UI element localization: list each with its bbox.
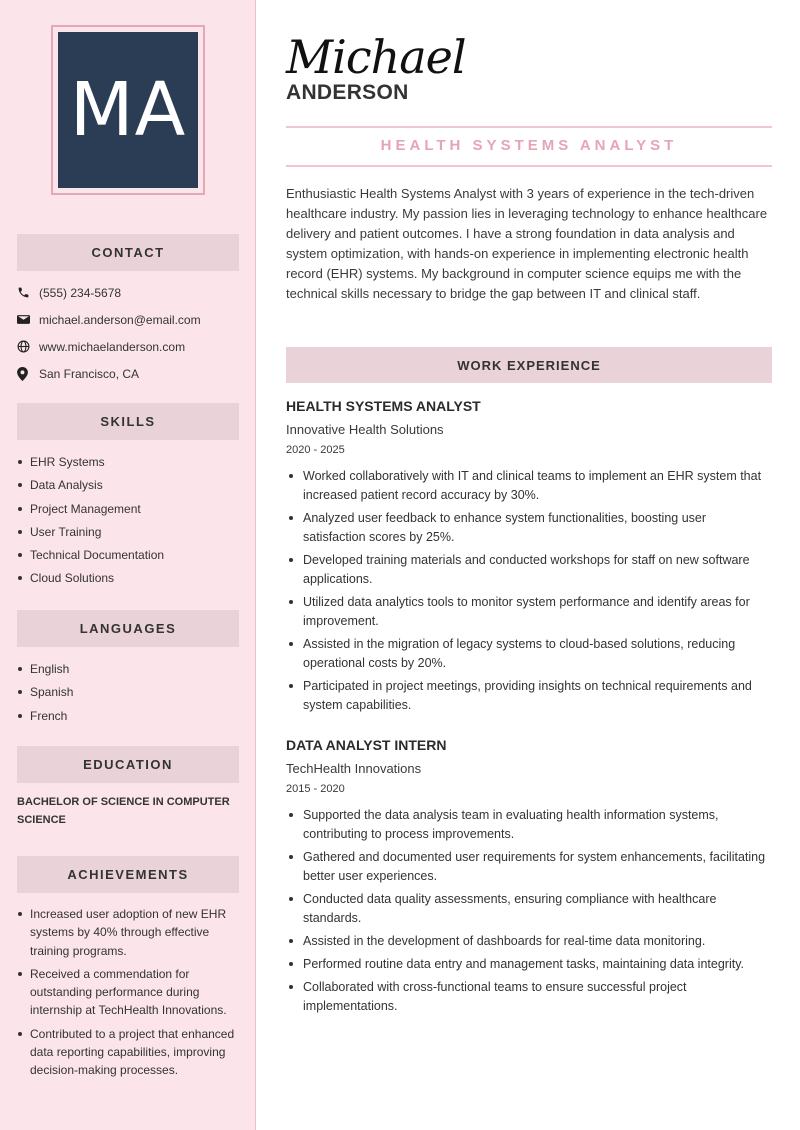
job-bullet: Assisted in the development of dashboards for real-time data monitoring. <box>286 932 772 951</box>
job-company: TechHealth Innovations <box>286 761 422 776</box>
contact-list <box>17 279 247 387</box>
monogram: MA <box>58 32 198 188</box>
job-role: HEALTH SYSTEMS ANALYST <box>286 398 481 414</box>
job-bullet: Supported the data analysis team in evaluating health information systems, contributing to process improvements. <box>286 806 772 844</box>
contact-website-text: www.michaelanderson.com <box>39 339 186 354</box>
title-rule-top <box>286 126 772 128</box>
monogram-frame <box>51 25 205 195</box>
job-bullet: Gathered and documented user requirements for system enhancements, facilitating better user experiences. <box>286 848 772 886</box>
job-entry <box>286 398 772 719</box>
job-bullet: Utilized data analytics tools to monitor system performance and identify areas for improvement. <box>286 593 772 631</box>
achievements-list <box>17 905 242 1085</box>
languages-heading: LANGUAGES <box>17 610 239 647</box>
globe-icon <box>17 340 39 353</box>
job-entry <box>286 737 772 1020</box>
summary: Enthusiastic Health Systems Analyst with 3 years of experience in the tech-driven healthcare industry. My passion lies in leveraging technology to enhance healthcare delivery and patient outcomes. I have a strong foundation in data analysis and system optimization, with hands-on experience in implementing electronic health record (EHR) systems. My background in computer science equips me with the technical skills necessary to bridge the gap between IT and clinical staff. <box>286 186 768 302</box>
skills-heading: SKILLS <box>17 403 239 440</box>
contact-location <box>17 360 247 387</box>
skill-item: Cloud Solutions <box>17 570 242 593</box>
contact-email-text: michael.anderson@email.com <box>39 312 201 327</box>
job-bullet: Performed routine data entry and management tasks, maintaining data integrity. <box>286 955 772 974</box>
language-item: Spanish <box>17 684 242 707</box>
job-bullet: Participated in project meetings, providing insights on technical requirements and system capabilities. <box>286 677 772 715</box>
contact-phone-text: (555) 234-5678 <box>39 285 122 300</box>
job-bullets <box>286 467 772 715</box>
job-dates: 2020 - 2025 <box>286 444 345 456</box>
contact-email <box>17 306 247 333</box>
achievement-item: Contributed to a project that enhanced data reporting capabilities, improving decision-making processes. <box>17 1025 242 1080</box>
job-dates: 2015 - 2020 <box>286 783 345 795</box>
contact-website <box>17 333 247 360</box>
job-bullet: Collaborated with cross-functional teams to ensure successful project implementations. <box>286 978 772 1016</box>
contact-heading: CONTACT <box>17 234 239 271</box>
skill-item: EHR Systems <box>17 454 242 477</box>
language-item: French <box>17 708 242 731</box>
email-icon <box>17 314 39 325</box>
achievement-item: Received a commendation for outstanding performance during internship at TechHealth Innovations. <box>17 965 242 1020</box>
job-bullet: Developed training materials and conducted workshops for staff on new software applications. <box>286 551 772 589</box>
first-name: Michael <box>286 30 466 84</box>
education-degree: BACHELOR OF SCIENCE IN COMPUTER SCIENCE <box>17 796 230 826</box>
work-experience-heading: WORK EXPERIENCE <box>286 347 772 383</box>
job-bullet: Assisted in the migration of legacy systems to cloud-based solutions, reducing operational costs by 20%. <box>286 635 772 673</box>
phone-icon <box>17 286 39 299</box>
education-heading: EDUCATION <box>17 746 239 783</box>
last-name: ANDERSON <box>286 81 409 104</box>
job-title: HEALTH SYSTEMS ANALYST <box>380 137 678 154</box>
contact-phone <box>17 279 247 306</box>
job-bullet: Conducted data quality assessments, ensuring compliance with healthcare standards. <box>286 890 772 928</box>
location-pin-icon <box>17 367 39 381</box>
contact-location-text: San Francisco, CA <box>39 366 140 381</box>
skill-item: User Training <box>17 524 242 547</box>
skills-list <box>17 454 242 594</box>
languages-list <box>17 661 242 731</box>
achievement-item: Increased user adoption of new EHR systems by 40% through effective training programs. <box>17 905 242 960</box>
language-item: English <box>17 661 242 684</box>
skill-item: Data Analysis <box>17 477 242 500</box>
title-rule-bottom <box>286 165 772 167</box>
job-bullet: Analyzed user feedback to enhance system functionalities, boosting user satisfaction scores by 25%. <box>286 509 772 547</box>
achievements-heading: ACHIEVEMENTS <box>17 856 239 893</box>
job-bullets <box>286 806 772 1016</box>
skill-item: Project Management <box>17 501 242 524</box>
skill-item: Technical Documentation <box>17 547 242 570</box>
job-company: Innovative Health Solutions <box>286 422 444 437</box>
job-bullet: Worked collaboratively with IT and clinical teams to implement an EHR system that increased patient record accuracy by 30%. <box>286 467 772 505</box>
job-role: DATA ANALYST INTERN <box>286 737 447 753</box>
sidebar <box>0 0 256 1130</box>
